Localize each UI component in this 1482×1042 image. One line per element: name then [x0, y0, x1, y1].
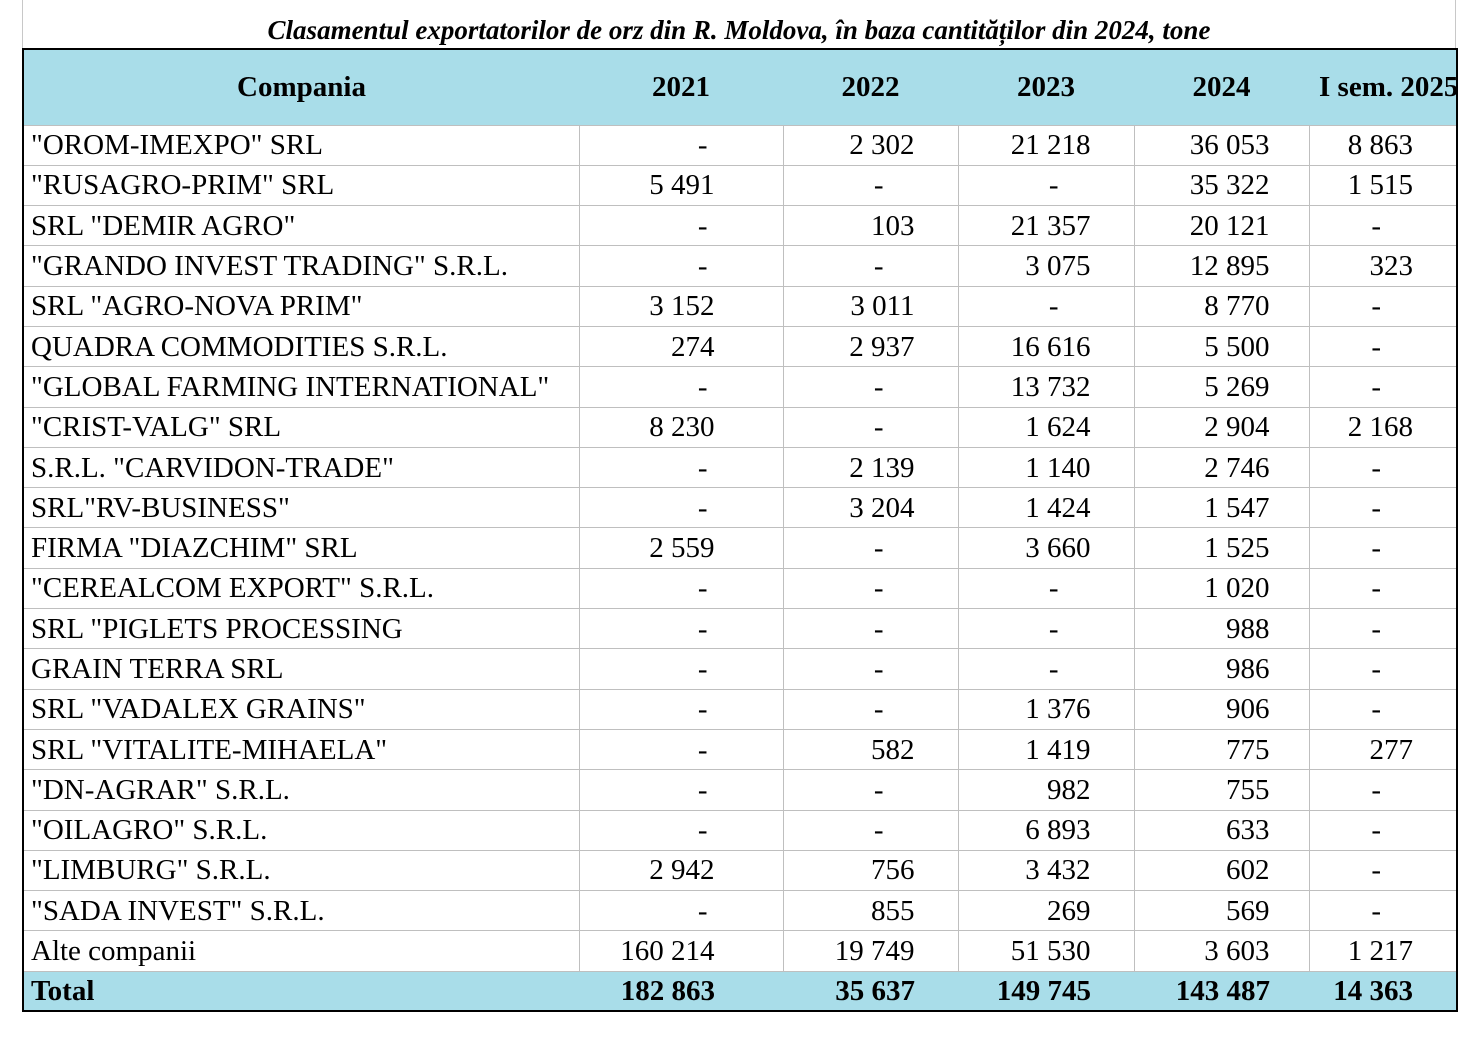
- cell-value-2021: -: [579, 367, 783, 407]
- cell-company: "OROM-IMEXPO" SRL: [23, 125, 579, 165]
- cell-company: QUADRA COMMODITIES S.R.L.: [23, 326, 579, 366]
- cell-value-2023: 1 376: [958, 689, 1134, 729]
- cell-value-2021: -: [579, 125, 783, 165]
- cell-company: "CEREALCOM EXPORT" S.R.L.: [23, 568, 579, 608]
- cell-value-2024: 602: [1134, 850, 1309, 890]
- cell-value-2024: 20 121: [1134, 206, 1309, 246]
- table-row: [23, 568, 1457, 608]
- cell-company: "GRANDO INVEST TRADING" S.R.L.: [23, 246, 579, 286]
- cell-value-2021: -: [579, 689, 783, 729]
- cell-value-2022: 2 937: [783, 326, 958, 366]
- table-row: [23, 729, 1457, 769]
- cell-value-h1-2025: -: [1309, 649, 1457, 689]
- cell-value-2024: 986: [1134, 649, 1309, 689]
- cell-value-h1-2025: 2 168: [1309, 407, 1457, 447]
- table-container: [22, 0, 1459, 1012]
- cell-company: "SADA INVEST" S.R.L.: [23, 891, 579, 931]
- cell-value-2022: 103: [783, 206, 958, 246]
- total-label: Total: [23, 971, 579, 1011]
- cell-value-2022: -: [783, 407, 958, 447]
- cell-company: FIRMA "DIAZCHIM" SRL: [23, 528, 579, 568]
- cell-value-2024: 5 269: [1134, 367, 1309, 407]
- cell-value-2024: 633: [1134, 810, 1309, 850]
- cell-value-2022: -: [783, 609, 958, 649]
- cell-value-2022: -: [783, 689, 958, 729]
- total-row: [23, 971, 1457, 1011]
- cell-value-2024: 1 547: [1134, 488, 1309, 528]
- table-row: [23, 488, 1457, 528]
- total-2024: 143 487: [1134, 971, 1309, 1011]
- cell-value-h1-2025: 8 863: [1309, 125, 1457, 165]
- cell-value-2024: 2 746: [1134, 447, 1309, 487]
- cell-value-h1-2025: -: [1309, 891, 1457, 931]
- header-row: [23, 49, 1457, 125]
- cell-company: GRAIN TERRA SRL: [23, 649, 579, 689]
- cell-value-h1-2025: -: [1309, 689, 1457, 729]
- cell-company: "DN-AGRAR" S.R.L.: [23, 770, 579, 810]
- header-2024: 2024: [1192, 70, 1251, 103]
- total-2021: 182 863: [579, 971, 783, 1011]
- cell-value-2023: 6 893: [958, 810, 1134, 850]
- table-row: [23, 891, 1457, 931]
- cell-value-h1-2025: -: [1309, 447, 1457, 487]
- cell-value-2024: 36 053: [1134, 125, 1309, 165]
- cell-value-2021: -: [579, 206, 783, 246]
- cell-value-2023: 1 140: [958, 447, 1134, 487]
- table-row: [23, 931, 1457, 971]
- cell-value-2023: 51 530: [958, 931, 1134, 971]
- table-title: Clasamentul exportatorilor de orz din R. Moldova, în baza cantităților din 2024, tone: [22, 0, 1456, 48]
- table-row: [23, 326, 1457, 366]
- header-h1-2025: I sem. 2025: [1319, 70, 1459, 103]
- table-row: [23, 407, 1457, 447]
- cell-value-2022: -: [783, 770, 958, 810]
- cell-value-2022: -: [783, 165, 958, 205]
- cell-company: SRL"RV-BUSINESS": [23, 488, 579, 528]
- cell-company: S.R.L. "CARVIDON-TRADE": [23, 447, 579, 487]
- table-row: [23, 609, 1457, 649]
- cell-value-2022: -: [783, 246, 958, 286]
- table-row: [23, 286, 1457, 326]
- table-row: [23, 850, 1457, 890]
- cell-company: "OILAGRO" S.R.L.: [23, 810, 579, 850]
- header-2021: 2021: [652, 70, 710, 103]
- cell-value-2022: 2 302: [783, 125, 958, 165]
- cell-value-h1-2025: -: [1309, 770, 1457, 810]
- cell-value-h1-2025: 1 217: [1309, 931, 1457, 971]
- cell-value-2021: -: [579, 447, 783, 487]
- cell-value-2024: 2 904: [1134, 407, 1309, 447]
- cell-value-h1-2025: -: [1309, 810, 1457, 850]
- cell-company: "GLOBAL FARMING INTERNATIONAL": [23, 367, 579, 407]
- cell-value-2023: -: [958, 609, 1134, 649]
- cell-value-h1-2025: -: [1309, 367, 1457, 407]
- cell-value-h1-2025: -: [1309, 568, 1457, 608]
- cell-company: SRL "VADALEX GRAINS": [23, 689, 579, 729]
- cell-value-2021: 2 559: [579, 528, 783, 568]
- cell-value-2021: -: [579, 729, 783, 769]
- cell-value-2023: -: [958, 568, 1134, 608]
- cell-value-h1-2025: -: [1309, 326, 1457, 366]
- cell-value-2021: -: [579, 891, 783, 931]
- table-row: [23, 206, 1457, 246]
- table-row: [23, 770, 1457, 810]
- cell-value-2021: 160 214: [579, 931, 783, 971]
- cell-value-2023: -: [958, 649, 1134, 689]
- total-2022: 35 637: [783, 971, 958, 1011]
- cell-value-2022: 582: [783, 729, 958, 769]
- table-row: [23, 246, 1457, 286]
- cell-value-2023: -: [958, 165, 1134, 205]
- cell-value-h1-2025: 323: [1309, 246, 1457, 286]
- cell-value-2023: 1 424: [958, 488, 1134, 528]
- cell-value-2023: -: [958, 286, 1134, 326]
- cell-value-2024: 755: [1134, 770, 1309, 810]
- cell-value-2024: 12 895: [1134, 246, 1309, 286]
- cell-value-2022: 3 011: [783, 286, 958, 326]
- cell-value-2022: 3 204: [783, 488, 958, 528]
- cell-value-h1-2025: -: [1309, 609, 1457, 649]
- cell-value-2023: 13 732: [958, 367, 1134, 407]
- cell-value-2021: -: [579, 568, 783, 608]
- header-2022: 2022: [841, 70, 900, 103]
- cell-value-2024: 906: [1134, 689, 1309, 729]
- cell-value-2022: 855: [783, 891, 958, 931]
- cell-value-2022: -: [783, 810, 958, 850]
- cell-company: SRL "AGRO-NOVA PRIM": [23, 286, 579, 326]
- cell-value-2022: 2 139: [783, 447, 958, 487]
- cell-value-h1-2025: 277: [1309, 729, 1457, 769]
- exporters-table: [22, 48, 1458, 1012]
- cell-value-2023: 21 218: [958, 125, 1134, 165]
- cell-value-2023: 269: [958, 891, 1134, 931]
- cell-value-h1-2025: -: [1309, 206, 1457, 246]
- header-2023: 2023: [1017, 70, 1075, 103]
- table-row: [23, 367, 1457, 407]
- cell-value-2021: -: [579, 810, 783, 850]
- cell-value-2022: 756: [783, 850, 958, 890]
- cell-company: "RUSAGRO-PRIM" SRL: [23, 165, 579, 205]
- table-row: [23, 810, 1457, 850]
- cell-value-2022: -: [783, 568, 958, 608]
- cell-value-2023: 1 419: [958, 729, 1134, 769]
- cell-value-2021: 8 230: [579, 407, 783, 447]
- cell-value-h1-2025: -: [1309, 850, 1457, 890]
- total-2023: 149 745: [958, 971, 1134, 1011]
- cell-value-2021: -: [579, 488, 783, 528]
- cell-value-2022: -: [783, 649, 958, 689]
- cell-value-2024: 1 525: [1134, 528, 1309, 568]
- header-company: Compania: [237, 70, 366, 103]
- cell-value-h1-2025: -: [1309, 528, 1457, 568]
- table-row: [23, 528, 1457, 568]
- cell-value-2021: 2 942: [579, 850, 783, 890]
- cell-company: "CRIST-VALG" SRL: [23, 407, 579, 447]
- cell-value-2021: -: [579, 609, 783, 649]
- cell-value-2024: 5 500: [1134, 326, 1309, 366]
- cell-value-2024: 35 322: [1134, 165, 1309, 205]
- cell-value-h1-2025: -: [1309, 286, 1457, 326]
- cell-value-h1-2025: -: [1309, 488, 1457, 528]
- cell-value-2024: 8 770: [1134, 286, 1309, 326]
- cell-value-2024: 3 603: [1134, 931, 1309, 971]
- cell-value-h1-2025: 1 515: [1309, 165, 1457, 205]
- cell-value-2023: 982: [958, 770, 1134, 810]
- table-row: [23, 447, 1457, 487]
- cell-value-2023: 3 075: [958, 246, 1134, 286]
- cell-value-2023: 3 432: [958, 850, 1134, 890]
- cell-value-2022: -: [783, 367, 958, 407]
- cell-value-2023: 21 357: [958, 206, 1134, 246]
- cell-value-2024: 569: [1134, 891, 1309, 931]
- cell-value-2021: -: [579, 770, 783, 810]
- cell-value-2023: 16 616: [958, 326, 1134, 366]
- table-body: [23, 125, 1457, 971]
- total-h1-2025: 14 363: [1309, 971, 1457, 1011]
- cell-company: SRL "DEMIR AGRO": [23, 206, 579, 246]
- cell-company: SRL "VITALITE-MIHAELA": [23, 729, 579, 769]
- cell-value-2021: -: [579, 649, 783, 689]
- cell-value-2021: -: [579, 246, 783, 286]
- cell-value-2022: 19 749: [783, 931, 958, 971]
- cell-value-2024: 1 020: [1134, 568, 1309, 608]
- cell-value-2024: 775: [1134, 729, 1309, 769]
- cell-value-2021: 5 491: [579, 165, 783, 205]
- cell-company: "LIMBURG" S.R.L.: [23, 850, 579, 890]
- cell-value-2022: -: [783, 528, 958, 568]
- table-row: [23, 649, 1457, 689]
- table-row: [23, 165, 1457, 205]
- cell-company: Alte companii: [23, 931, 579, 971]
- cell-company: SRL "PIGLETS PROCESSING: [23, 609, 579, 649]
- cell-value-2024: 988: [1134, 609, 1309, 649]
- cell-value-2023: 3 660: [958, 528, 1134, 568]
- table-row: [23, 125, 1457, 165]
- cell-value-2021: 3 152: [579, 286, 783, 326]
- cell-value-2021: 274: [579, 326, 783, 366]
- cell-value-2023: 1 624: [958, 407, 1134, 447]
- table-row: [23, 689, 1457, 729]
